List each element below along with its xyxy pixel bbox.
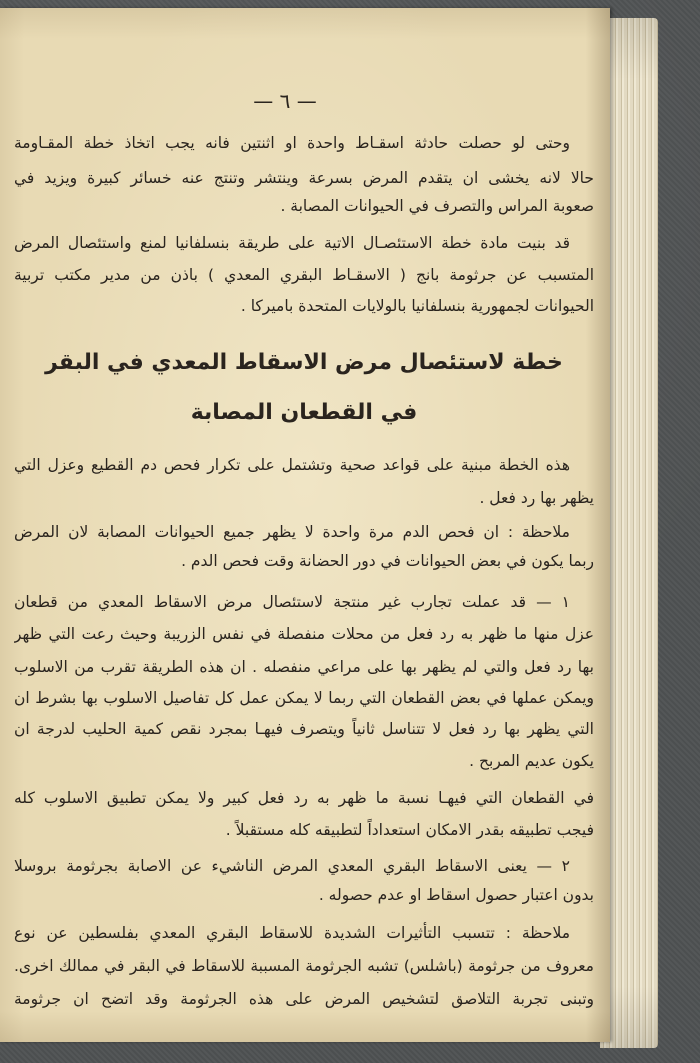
- text-line: بها رد فعل والتي لم يظهر بها على مراعي منفصله . ان هذه الطريقة تقرب من الاسلوب: [14, 658, 594, 676]
- text-line: ويمكن عملها في بعض القطعان التي ربما لا يمكن عمل كل تفاصيل الاسلوب بها بشرط ان: [14, 689, 594, 707]
- section-heading: خطة لاستئصال مرض الاسقاط المعدي في البقر: [45, 350, 563, 375]
- note-line: معروف من جرثومة (باشلس) تشبه الجرثومة المسببة للاسقاط في البقر في ممالك اخرى.: [14, 957, 594, 975]
- section-subheading: في القطعان المصابة: [190, 400, 418, 425]
- note-line: ملاحظة : ان فحص الدم مرة واحدة لا يظهر جميع الحيوانات المصابة لان المرض: [14, 523, 570, 541]
- text-line: الحيوانات لجمهورية بنسلفانيا بالولايات المتحدة باميركا .: [240, 297, 594, 315]
- note-line: ملاحظة : تتسبب التأثيرات الشديدة للاسقاط البقري المعدي بفلسطين عن نوع: [14, 924, 570, 942]
- text-line: حالا لانه يخشى ان يتقدم المرض بسرعة وينتشر وتنتج عنه خسائر كبيرة ويزيد في: [14, 169, 594, 187]
- text-line: هذه الخطة مبنية على قواعد صحية وتشتمل على تكرار فحص دم القطيع وعزل التي: [14, 456, 570, 474]
- note-line: وتبنى تجربة التلاصق لتشخيص المرض على هذه الجرثومة وقد اتضح ان جرثومة: [14, 990, 594, 1008]
- text-line: صعوبة المراس والتصرف في الحيوانات المصابة .: [280, 197, 594, 215]
- page-number: — ٦ —: [253, 89, 317, 113]
- text-line: في القطعان التي فيهـا نسبة ما ظهر به رد فعل كبير ولا يمكن تطبيق الاسلوب كله: [14, 789, 594, 807]
- text-line: يظهر بها رد فعل .: [479, 489, 594, 507]
- numbered-item-line: ٢ — يعنى الاسقاط البقري المعدي المرض الناشيء عن الاصابة بجرثومة بروسلا: [14, 857, 570, 875]
- note-line: ربما يكون في بعض الحيوانات في دور الحضانة وقت فحص الدم .: [181, 552, 594, 570]
- text-line: التي يظهر بها رد فعل لا تتناسل ثانياً ويتصرف فيهـا بمجرد نقص كمية الحليب لدرجة ان: [14, 720, 594, 738]
- text-line: وحتى لو حصلت حادثة اسقـاط واحدة او اثنتين فانه يجب اتخاذ خطة المقـاومة: [14, 134, 570, 152]
- text-line: قد بنيت مادة خطة الاستئصـال الاتية على طريقة بنسلفانيا لمنع واستئصال المرض: [14, 234, 570, 252]
- text-line: يكون عديم المربح .: [469, 752, 594, 770]
- book-page: [0, 8, 610, 1042]
- text-line: عزل منها ما ظهر به رد فعل من محلات منفصلة في نفس الزريبة وحيث رعت التي ظهر: [14, 625, 594, 643]
- numbered-item-line: ١ — قد عملت تجارب غير منتجة لاستئصال مرض الاسقاط المعدي من قطعان: [14, 593, 570, 611]
- text-line: بدون اعتبار حصول اسقاط او عدم حصوله .: [318, 886, 594, 904]
- text-line: فيجب تطبيقه بقدر الامكان استعداداً لتطبيقه كله مستقبلاً .: [225, 821, 594, 839]
- text-line: المتسبب عن جرثومة بانج ( الاسقـاط البقري المعدي ) باذن من مدير مكتب تربية: [14, 266, 594, 284]
